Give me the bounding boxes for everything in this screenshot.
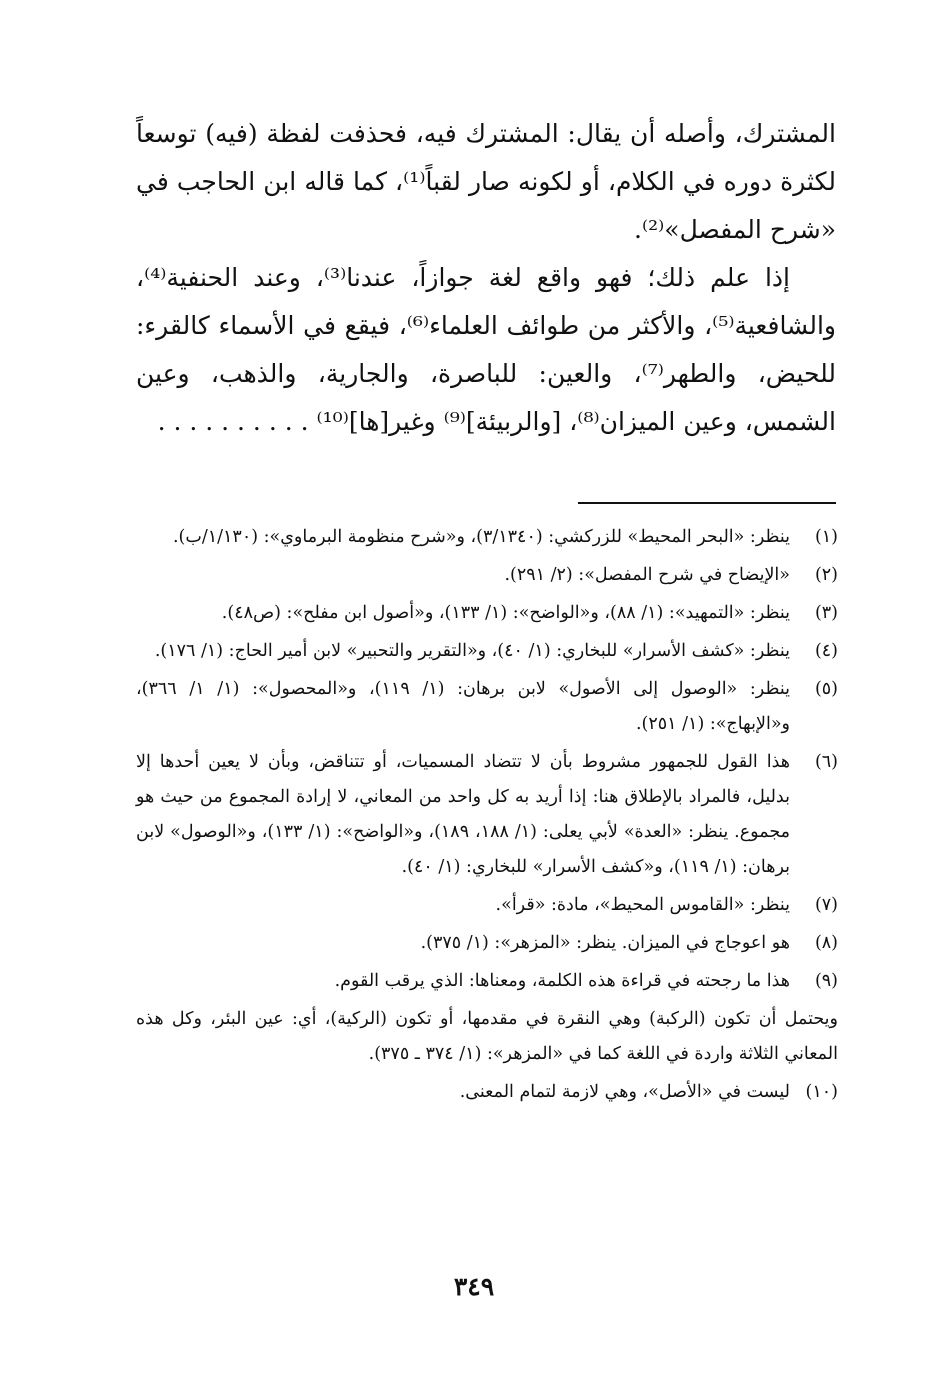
footnote-text: «الإيضاح في شرح المفصل»: (٢/ ٢٩١). (504, 565, 790, 585)
footnote-number: (٢) (814, 565, 838, 585)
footnote-text: ينظر: «القاموس المحيط»، مادة: «قرأ». (495, 895, 790, 915)
footnote-text: هذا ما رجحته في قراءة هذه الكلمة، ومعناها: الذي يرقب القوم. (334, 971, 790, 991)
footnote-number: (٣) (814, 603, 838, 623)
footnote-number: (٤) (814, 641, 838, 661)
footnote-number: (٦) (814, 752, 838, 772)
footnote-text: ينظر: «التمهيد»: (١/ ٨٨)، و«الواضح»: (١/ ١٣٣)، و«أصول ابن مفلح»: (ص٤٨). (221, 603, 790, 623)
footnote-text: ليست في «الأصل»، وهي لازمة لتمام المعنى. (459, 1082, 790, 1102)
footnote-9 (136, 964, 838, 999)
footnote-number: (٧) (814, 895, 838, 915)
paragraph-1: المشترك، وأصله أن يقال: المشترك فيه، فحذفت لفظة (فيه) توسعاً لكثرة دوره في الكلام، أو لكونه صار لقباً⁽¹⁾، كما قاله ابن الحاجب في «شرح المفصل»⁽²⁾. (136, 119, 837, 244)
footnote-10 (136, 1075, 838, 1110)
footnote-1 (136, 520, 838, 555)
page-number: ٣٤٩ (453, 1272, 495, 1301)
footnote-text: ينظر: «كشف الأسرار» للبخاري: (١/ ٤٠)، و«التقرير والتحبير» لابن أمير الحاج: (١/ ١٧٦). (154, 641, 790, 661)
footnote-number: (٨) (814, 933, 838, 953)
footnote-text: ينظر: «البحر المحيط» للزركشي: (٣/١٣٤٠)، و«شرح منظومة البرماوي»: (١/١٣٠/ب). (172, 527, 790, 547)
footnote-6 (136, 745, 838, 885)
footnote-text: هذا القول للجمهور مشروط بأن لا تتضاد المسميات، أو تتناقض، وبأن لا يعين أحدها إلا بدليل، فالمراد بالإطلاق هنا: إذا أريد به كل واحد من المعاني، لا إرادة المجموع من حيث هو مجموع. ينظر: «العدة» لأبي يعلى: (١/ ١٨٨، ١٨٩)، و«الواضح»: (١/ ١٣٣)، و«الوصول» لابن برهان: (١/ ١١٩)، و«كشف الأسرار» للبخاري: (١/ ٤٠). (136, 752, 790, 877)
footnote-2 (136, 558, 838, 593)
footnote-5 (136, 672, 838, 742)
footnote-number: (١) (814, 527, 838, 547)
footnote-separator (578, 502, 836, 504)
footnote-number: (٩) (814, 971, 838, 991)
footnote-3 (136, 596, 838, 631)
main-text (136, 110, 836, 446)
footnote-8 (136, 926, 838, 961)
footnote-text: هو اعوجاج في الميزان. ينظر: «المزهر»: (١/ ٣٧٥). (420, 933, 790, 953)
footnote-7 (136, 888, 838, 923)
footnote-9-continuation: ويحتمل أن تكون (الركبة) وهي النقرة في مقدمها، أو تكون (الركية)، أي: عين البئر، وكل هذه المعاني الثلاثة واردة في اللغة كما في «المزهر»: (١/ ٣٧٤ ـ ٣٧٥). (136, 1009, 838, 1064)
footnotes (136, 520, 838, 1113)
footnote-number: (١٠) (805, 1082, 838, 1102)
footnote-4 (136, 634, 838, 669)
paragraph-2: إذا علم ذلك؛ فهو واقع لغة جوازاً، عندنا⁽³⁾، وعند الحنفية⁽⁴⁾، والشافعية⁽⁵⁾، والأكثر من طوائف العلماء⁽⁶⁾، فيقع في الأسماء كالقرء: للحيض، والطهر⁽⁷⁾، والعين: للباصرة، والجارية، والذهب، وعين الشمس، وعين الميزان⁽⁸⁾، [والربيئة]⁽⁹⁾ وغير[ها]⁽¹⁰⁾ . . . . . . . . . . (136, 263, 836, 436)
footnote-text: ينظر: «الوصول إلى الأصول» لابن برهان: (١/ ١١٩)، و«المحصول»: (١/ ١/ ٣٦٦)، و«الإبهاج»: (١/ ٢٥١). (136, 679, 790, 734)
footnote-number: (٥) (814, 679, 838, 699)
